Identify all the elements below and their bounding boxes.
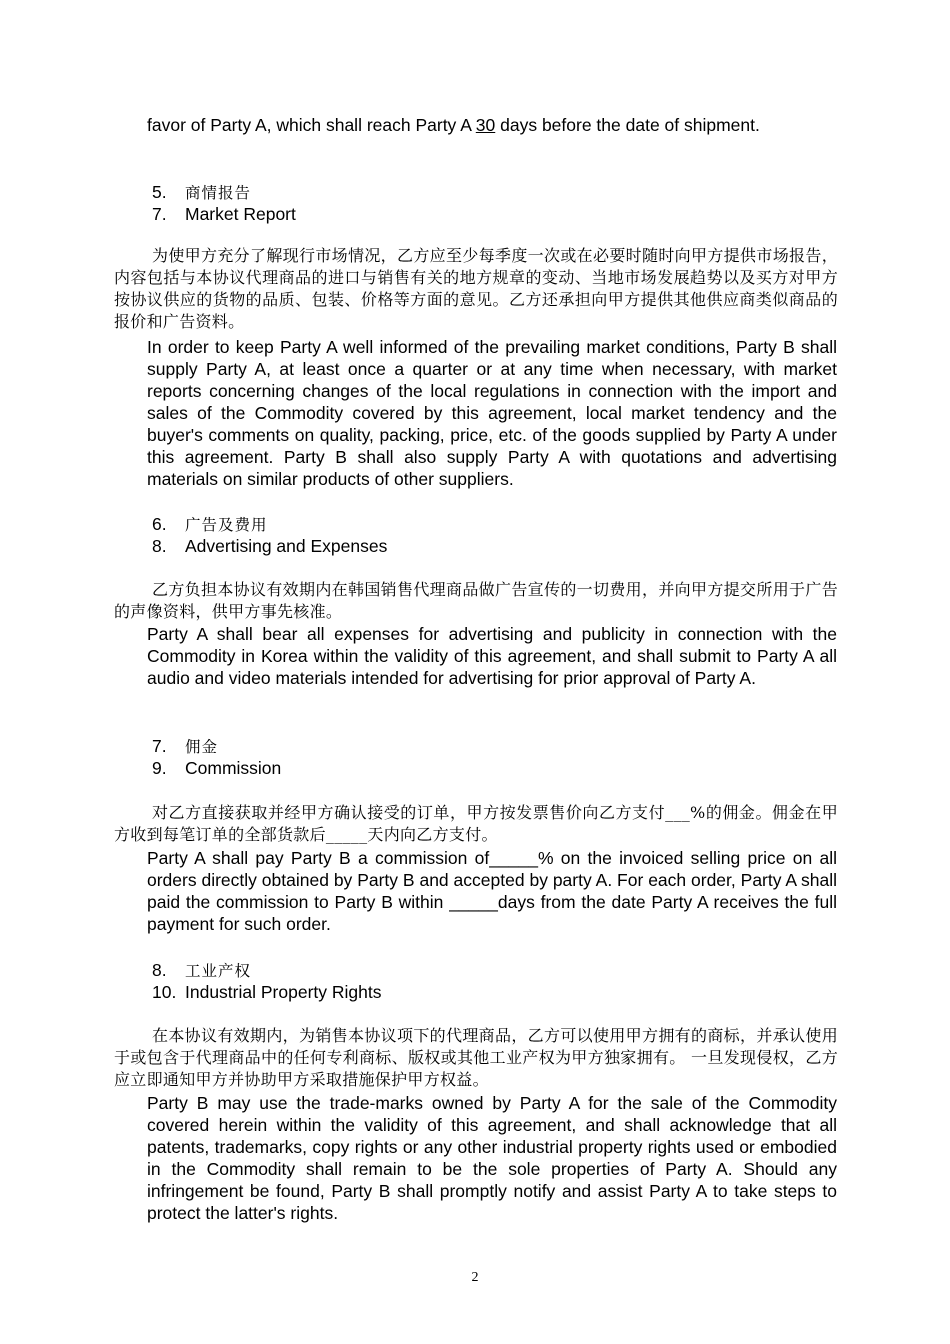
section-body-en: Party A shall bear all expenses for advertising and publicity in connection with the Commodity in Korea within the validity of this agreement, and shall submit to Party A all audio and video materials intended for advertising for prior approval of Party A.	[147, 624, 837, 688]
section-title-zh: 广告及费用	[185, 516, 268, 534]
section-number: 8.	[152, 960, 167, 980]
section-title-zh: 商情报告	[185, 184, 252, 202]
intro-text-after: days before the date of shipment.	[495, 115, 760, 135]
section-title-zh: 佣金	[185, 738, 219, 756]
section-heading-en	[152, 535, 387, 558]
section-number: 9.	[152, 758, 167, 778]
section-title-en: Advertising and Expenses	[185, 536, 388, 556]
section-body-zh: 乙方负担本协议有效期内在韩国销售代理商品做广告宣传的一切费用，并向甲方提交所用于广告的声像资料，供甲方事先核准。	[114, 580, 838, 621]
section-heading-en	[152, 981, 381, 1004]
section-body-en: In order to keep Party A well informed of the prevailing market conditions, Party B shall supply Party A, at least once a quarter or at any time when necessary, with market reports concerning changes of the local regulations in connection with the import and sales of the Commodity covered by this agreement, local market tendency and the buyer's comments on quality, packing, price, etc. of the goods supplied by Party A under this agreement. Party B shall also supply Party A with quotations and advertising materials on similar products of other suppliers.	[147, 337, 837, 489]
section-body-zh: 在本协议有效期内，为销售本协议项下的代理商品，乙方可以使用甲方拥有的商标，并承认使用于或包含于代理商品中的任何专利商标、版权或其他工业产权为甲方独家拥有。 一旦发现侵权，乙方应立即通知甲方并协助甲方采取措施保护甲方权益。	[114, 1026, 838, 1089]
section-number: 7.	[152, 204, 167, 224]
section-heading-en	[152, 203, 296, 226]
section-heading-zh	[152, 181, 251, 204]
section-number: 8.	[152, 536, 167, 556]
section-number: 5.	[152, 182, 167, 202]
intro-line	[147, 114, 760, 136]
section-number: 6.	[152, 514, 167, 534]
section-title-en: Industrial Property Rights	[185, 982, 382, 1002]
section-body-en: Party B may use the trade-marks owned by Party A for the sale of the Commodity covered herein within the validity of this agreement, and shall acknowledge that all patents, trademarks, copy rights or any other industrial property rights used or embodied in the Commodity shall remain to be the sole properties of Party A. Should any infringement be found, Party B shall promptly notify and assist Party A to take steps to protect the latter's rights.	[147, 1093, 837, 1223]
section-heading-zh	[152, 513, 268, 536]
page-number: 2	[471, 1270, 479, 1285]
section-number: 10.	[152, 982, 177, 1002]
section-heading-zh	[152, 735, 218, 758]
section-title-en: Commission	[185, 758, 282, 778]
section-title-zh: 工业产权	[185, 962, 252, 980]
section-body-zh: 对乙方直接获取并经甲方确认接受的订单，甲方按发票售价向乙方支付___%的佣金。佣金在甲方收到每笔订单的全部货款后_____天内向乙方支付。	[114, 803, 838, 844]
section-body-en: Party A shall pay Party B a commission of_____% on the invoiced selling price on all orders directly obtained by Party B and accepted by party A. For each order, Party A shall paid the commission to Party B within _____days from the date Party A receives the full payment for such order.	[147, 848, 837, 934]
intro-days: 30	[475, 115, 496, 135]
section-heading-zh	[152, 959, 251, 982]
intro-text-before: favor of Party A, which shall reach Party A	[147, 115, 476, 135]
section-body-zh: 为使甲方充分了解现行市场情况，乙方应至少每季度一次或在必要时随时向甲方提供市场报告，内容包括与本协议代理商品的进口与销售有关的地方规章的变动、当地市场发展趋势以及买方对甲方按协议供应的货物的品质、包装、价格等方面的意见。乙方还承担向甲方提供其他供应商类似商品的报价和广告资料。	[114, 246, 838, 331]
section-title-en: Market Report	[185, 204, 296, 224]
section-heading-en	[152, 757, 281, 780]
section-number: 7.	[152, 736, 167, 756]
